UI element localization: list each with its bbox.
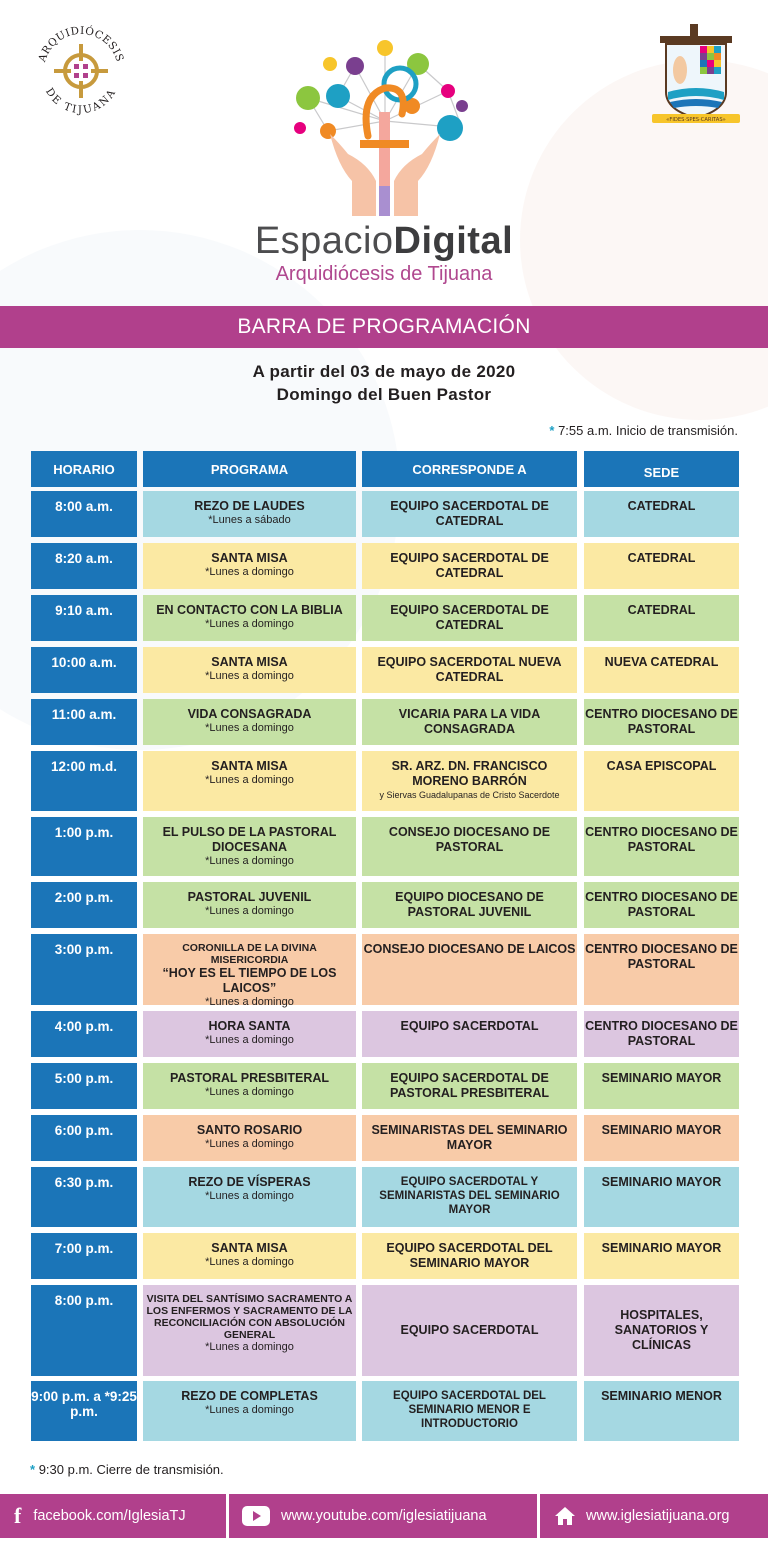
sede-label: CENTRO DIOCESANO DE PASTORAL [585, 707, 738, 736]
program-days: *Lunes a domingo [205, 774, 294, 786]
sede-cell [584, 647, 739, 693]
facebook-link[interactable]: f facebook.com/IglesiaTJ [14, 1503, 186, 1528]
schedule-banner: BARRA DE PROGRAMACIÓN [0, 306, 768, 348]
brand-title-bold: Digital [393, 220, 514, 262]
sede-label: CENTRO DIOCESANO DE PASTORAL [585, 1019, 738, 1048]
program-cell [143, 882, 356, 928]
time-label: 12:00 m.d. [50, 759, 118, 774]
corresponds-label: EQUIPO SACERDOTAL DE CATEDRAL [390, 499, 549, 528]
program-days: *Lunes a domingo [205, 996, 294, 1008]
corresponds-label: EQUIPO SACERDOTAL [400, 1323, 539, 1337]
program-label: PASTORAL JUVENIL [187, 890, 312, 904]
seal-logo [650, 22, 742, 126]
corresponds-cell [362, 882, 577, 928]
program-cell [143, 1167, 356, 1227]
home-icon [554, 1506, 576, 1526]
program-days: *Lunes a domingo [205, 1086, 294, 1098]
logo-text-bottom: DE TIJUANA [42, 86, 120, 117]
facebook-icon: f [14, 1503, 22, 1528]
program-days: *Lunes a domingo [205, 1190, 294, 1202]
program-label: SANTO ROSARIO [196, 1123, 303, 1137]
program-label: VIDA CONSAGRADA [187, 707, 312, 721]
corresponds-label: EQUIPO DIOCESANO DE PASTORAL JUVENIL [395, 890, 544, 919]
program-cell [143, 647, 356, 693]
sede-cell [584, 817, 739, 876]
program-cell [143, 491, 356, 537]
program-days: *Lunes a domingo [205, 855, 294, 867]
corresponds-label: EQUIPO SACERDOTAL NUEVA CATEDRAL [377, 655, 562, 684]
sede-label: CASA EPISCOPAL [606, 759, 717, 773]
logo-text-top: ARQUIDIÓCESIS [36, 24, 126, 64]
time-cell [31, 1011, 137, 1057]
sede-label: SEMINARIO MAYOR [601, 1241, 722, 1255]
time-cell [31, 699, 137, 745]
end-note: * 9:30 p.m. Cierre de transmisión. [30, 1462, 224, 1477]
time-cell [31, 1063, 137, 1109]
program-label: EN CONTACTO CON LA BIBLIA [156, 603, 343, 617]
program-cell [143, 751, 356, 811]
program-cell [143, 595, 356, 641]
time-label: 8:20 a.m. [55, 551, 113, 566]
corresponds-cell [362, 699, 577, 745]
time-label: 9:10 a.m. [55, 603, 113, 618]
program-label: CORONILLA DE LA DIVINA MISERICORDIA [182, 942, 317, 966]
program-label: SANTA MISA [211, 655, 288, 669]
sede-cell [584, 1233, 739, 1279]
archdiocese-logo [30, 20, 132, 122]
website-link[interactable]: www.iglesiatijuana.org [554, 1494, 729, 1538]
time-cell [31, 882, 137, 928]
program-label: SANTA MISA [211, 759, 288, 773]
time-label: 4:00 p.m. [54, 1019, 114, 1034]
program-days: *Lunes a domingo [205, 905, 294, 917]
program-cell [143, 1115, 356, 1161]
time-label: 8:00 a.m. [55, 499, 113, 514]
time-cell [31, 543, 137, 589]
date-line-2: Domingo del Buen Pastor [276, 385, 492, 404]
footer-divider [226, 1494, 229, 1538]
sede-cell [584, 595, 739, 641]
program-days: *Lunes a domingo [205, 722, 294, 734]
time-label: 1:00 p.m. [54, 825, 114, 840]
corresponds-cell [362, 543, 577, 589]
time-label: 6:30 p.m. [54, 1175, 114, 1190]
header-corresponde: CORRESPONDE A [362, 451, 577, 487]
time-cell [31, 817, 137, 876]
corresponds-cell [362, 1233, 577, 1279]
corresponds-label: EQUIPO SACERDOTAL DE CATEDRAL [390, 603, 549, 632]
time-cell [31, 751, 137, 811]
corresponds-label: EQUIPO SACERDOTAL DE PASTORAL PRESBITERAL [389, 1071, 550, 1100]
program-cell [143, 1285, 356, 1376]
corresponds-label: VICARIA PARA LA VIDA CONSAGRADA [398, 707, 541, 736]
time-cell [31, 934, 137, 1005]
corresponds-label: EQUIPO SACERDOTAL [400, 1019, 539, 1033]
sede-label: SEMINARIO MAYOR [601, 1071, 722, 1085]
program-days: *Lunes a domingo [205, 1341, 294, 1353]
header-programa: PROGRAMA [143, 451, 356, 487]
corresponds-cell [362, 1011, 577, 1057]
youtube-link[interactable]: www.youtube.com/iglesiatijuana [242, 1494, 487, 1538]
program-label: PASTORAL PRESBITERAL [169, 1071, 330, 1085]
corresponds-cell [362, 751, 577, 811]
brand-subtitle: Arquidiócesis de Tijuana [275, 263, 493, 285]
sede-label: NUEVA CATEDRAL [604, 655, 719, 669]
header-horario: HORARIO [31, 451, 137, 487]
program-label: REZO DE VÍSPERAS [188, 1175, 311, 1189]
program-cell [143, 1233, 356, 1279]
program-cell [143, 817, 356, 876]
corresponds-cell [362, 1285, 577, 1376]
program-label: REZO DE LAUDES [194, 499, 305, 513]
start-note: * 7:55 a.m. Inicio de transmisión. [549, 423, 738, 438]
program-cell [143, 699, 356, 745]
corresponds-cell [362, 1381, 577, 1441]
time-label: 6:00 p.m. [54, 1123, 114, 1138]
time-label: 3:00 p.m. [54, 942, 114, 957]
sede-cell [584, 699, 739, 745]
sede-cell [584, 1115, 739, 1161]
brand-title [0, 220, 768, 263]
sede-cell [584, 543, 739, 589]
corresponds-cell [362, 1063, 577, 1109]
program-days: *Lunes a domingo [205, 566, 294, 578]
sede-label: CENTRO DIOCESANO DE PASTORAL [585, 942, 738, 971]
corresponds-label: EQUIPO SACERDOTAL DEL SEMINARIO MAYOR [386, 1241, 553, 1270]
time-label: 7:00 p.m. [54, 1241, 114, 1256]
time-cell [31, 595, 137, 641]
time-cell [31, 491, 137, 537]
footer-divider [537, 1494, 540, 1538]
program-label: SANTA MISA [211, 1241, 288, 1255]
program-cell [143, 1381, 356, 1441]
program-days: *Lunes a domingo [205, 1034, 294, 1046]
program-days: *Lunes a sábado [208, 514, 291, 526]
sede-cell [584, 1063, 739, 1109]
corresponds-label: EQUIPO SACERDOTAL DE CATEDRAL [390, 551, 549, 580]
sede-label: SEMINARIO MENOR [601, 1389, 722, 1403]
time-cell [31, 1285, 137, 1376]
corresponds-cell [362, 647, 577, 693]
program-days: *Lunes a domingo [205, 618, 294, 630]
sede-label: CATEDRAL [627, 603, 696, 617]
corresponds-label: EQUIPO SACERDOTAL Y SEMINARISTAS DEL SEMINARIO MAYOR [379, 1176, 560, 1216]
time-cell [31, 647, 137, 693]
corresponds-cell [362, 934, 577, 1005]
sede-label: HOSPITALES, SANATORIOS Y CLÍNICAS [614, 1308, 709, 1352]
time-label: 8:00 p.m. [54, 1293, 114, 1308]
corresponds-label: EQUIPO SACERDOTAL DEL SEMINARIO MENOR E INTRODUCTORIO [393, 1390, 546, 1430]
corresponds-cell [362, 595, 577, 641]
program-days: *Lunes a domingo [205, 1256, 294, 1268]
corresponds-label: SEMINARISTAS DEL SEMINARIO MAYOR [371, 1123, 568, 1152]
sede-label: SEMINARIO MAYOR [601, 1123, 722, 1137]
sede-cell [584, 882, 739, 928]
time-cell [31, 1381, 137, 1441]
espacio-digital-logo [290, 36, 480, 221]
program-label: VISITA DEL SANTÍSIMO SACRAMENTO A LOS ENFERMOS Y SACRAMENTO DE LA RECONCILIACIÓN CON ABSOLUCIÓN GENERAL [146, 1293, 353, 1341]
corresponds-label: CONSEJO DIOCESANO DE LAICOS [363, 942, 576, 956]
program-cell [143, 1063, 356, 1109]
program-days: *Lunes a domingo [205, 670, 294, 682]
program-days: *Lunes a domingo [205, 1404, 294, 1416]
program-label-2: “HOY ES EL TIEMPO DE LOS LAICOS” [162, 966, 337, 995]
sede-cell [584, 934, 739, 1005]
sede-label: CATEDRAL [627, 499, 696, 513]
sede-cell [584, 1285, 739, 1376]
program-days: *Lunes a domingo [205, 1138, 294, 1150]
sede-label: CENTRO DIOCESANO DE PASTORAL [585, 890, 738, 919]
time-label: 9:00 p.m. a *9:25 p.m. [31, 1389, 137, 1419]
program-cell [143, 543, 356, 589]
sede-cell [584, 1011, 739, 1057]
youtube-icon [242, 1506, 270, 1526]
corresponds-sub-label: y Siervas Guadalupanas de Cristo Sacerdote [379, 790, 560, 800]
sede-label: CENTRO DIOCESANO DE PASTORAL [585, 825, 738, 854]
corresponds-cell [362, 1115, 577, 1161]
time-cell [31, 1233, 137, 1279]
time-cell [31, 1115, 137, 1161]
program-cell [143, 934, 356, 1008]
program-label: EL PULSO DE LA PASTORAL DIOCESANA [162, 825, 337, 854]
program-label: SANTA MISA [211, 551, 288, 565]
program-cell [143, 1011, 356, 1057]
corresponds-cell [362, 491, 577, 537]
corresponds-cell [362, 817, 577, 876]
corresponds-label: SR. ARZ. DN. FRANCISCO MORENO BARRÓN [391, 759, 548, 788]
program-label: REZO DE COMPLETAS [181, 1389, 318, 1403]
sede-cell [584, 751, 739, 811]
header-sede: SEDE [584, 451, 739, 487]
sede-label: CATEDRAL [627, 551, 696, 565]
corresponds-cell [362, 1167, 577, 1227]
schedule-dates [0, 360, 768, 406]
sede-cell [584, 491, 739, 537]
sede-label: SEMINARIO MAYOR [601, 1175, 722, 1189]
sede-cell [584, 1381, 739, 1441]
sede-cell [584, 1167, 739, 1227]
date-line-1: A partir del 03 de mayo de 2020 [252, 362, 516, 381]
program-label: HORA SANTA [208, 1019, 291, 1033]
time-label: 5:00 p.m. [54, 1071, 114, 1086]
time-cell [31, 1167, 137, 1227]
corresponds-label: CONSEJO DIOCESANO DE PASTORAL [388, 825, 551, 854]
time-label: 10:00 a.m. [51, 655, 117, 670]
time-label: 11:00 a.m. [51, 707, 117, 722]
seal-caption: «FIDES·SPES·CARITAS» [666, 117, 726, 123]
time-label: 2:00 p.m. [54, 890, 114, 905]
brand-title-regular: Espacio [254, 220, 394, 262]
